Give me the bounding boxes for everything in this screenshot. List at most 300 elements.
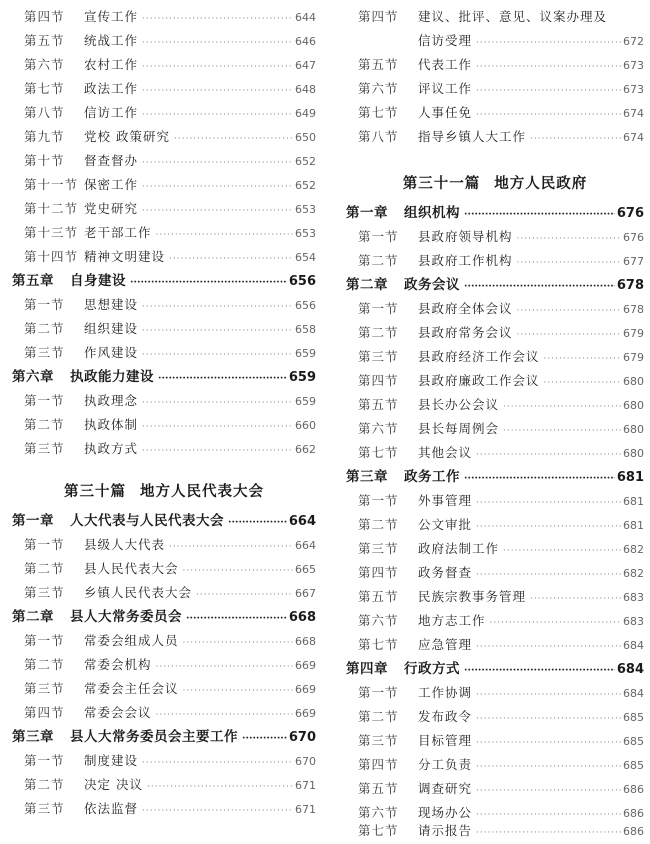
section-number: 第四节 [24,705,65,720]
section-title: 调查研究 [418,781,473,796]
page-number: 677 [623,255,644,268]
section-title-continued: 信访受理 [418,33,473,48]
chapter-number: 第六章 [12,369,54,385]
section-title: 指导乡镇人大工作 [418,129,527,144]
dot-leader [517,324,621,346]
toc-section[interactable] [12,150,316,172]
section-number: 第一节 [24,297,65,312]
page-number: 683 [623,615,644,628]
section-title: 地方志工作 [418,613,486,628]
toc-section[interactable] [346,820,644,842]
section-title: 目标管理 [418,733,473,748]
dot-leader [186,608,287,630]
section-number: 第二节 [358,709,399,724]
dot-leader [503,420,621,442]
page-number: 671 [295,779,316,792]
page-number: 665 [295,563,316,576]
toc-section[interactable] [346,514,644,536]
section-title: 县政府经济工作会议 [418,349,540,364]
page-number: 670 [288,730,316,745]
page-number: 679 [623,327,644,340]
section-number: 第二节 [358,517,399,532]
chapter-number: 第二章 [12,609,54,625]
page-number: 674 [623,131,644,144]
dot-leader [142,104,293,126]
toc-section[interactable] [346,102,644,124]
page-number: 685 [623,735,644,748]
page-number: 662 [295,443,316,456]
section-number: 第七节 [358,445,399,460]
toc-chapter[interactable] [346,466,644,488]
section-number: 第五节 [358,57,399,72]
toc-section[interactable] [346,610,644,632]
section-number: 第三节 [358,733,399,748]
section-number: 第三节 [24,345,65,360]
toc-chapter[interactable] [346,658,644,680]
dot-leader [142,440,293,462]
toc-section[interactable] [12,438,316,460]
section-number: 第三节 [358,349,399,364]
toc-section[interactable] [12,534,316,556]
page-number: 686 [623,807,644,820]
toc-section[interactable] [12,582,316,604]
dot-leader [130,272,287,294]
toc-section[interactable] [346,78,644,100]
page-number: 664 [288,514,316,529]
toc-section[interactable] [346,346,644,368]
toc-section[interactable] [12,318,316,340]
section-number: 第一节 [358,301,399,316]
page-number: 672 [623,35,644,48]
page-number: 678 [623,303,644,316]
section-title: 县政府全体会议 [418,301,513,316]
section-title: 应急管理 [418,637,473,652]
toc-section[interactable] [346,490,644,512]
toc-section[interactable] [346,298,644,320]
page-number: 660 [295,419,316,432]
page-number: 681 [623,519,644,532]
part-number: 第三十一篇 [402,175,481,192]
section-number: 第六节 [358,421,399,436]
page-number: 676 [616,206,644,221]
section-number: 第三节 [24,801,65,816]
toc-section[interactable] [12,6,316,28]
page-number: 668 [295,635,316,648]
page-number: 647 [295,59,316,72]
section-number: 第六节 [358,805,399,820]
section-number: 第七节 [358,637,399,652]
section-title: 公文审批 [418,517,473,532]
section-number: 第三节 [24,585,65,600]
toc-section[interactable] [346,442,644,464]
section-title: 作风建设 [84,345,139,360]
section-number: 第二节 [24,321,65,336]
chapter-number: 第四章 [346,661,388,677]
section-number: 第三节 [24,681,65,696]
section-number: 第六节 [358,81,399,96]
dot-leader [142,200,293,222]
section-number: 第六节 [358,613,399,628]
page-number: 648 [295,83,316,96]
toc-section[interactable] [12,414,316,436]
section-title: 督查督办 [84,153,139,168]
page-number: 671 [295,803,316,816]
toc-section[interactable] [346,394,644,416]
toc-chapter[interactable] [346,202,644,224]
section-title: 农村工作 [84,57,139,72]
dot-leader [142,392,293,414]
dot-leader [158,368,287,390]
page-number: 669 [295,659,316,672]
toc-section-continuation[interactable] [346,30,644,52]
toc-section[interactable] [12,774,316,796]
section-title: 县政府廉政工作会议 [418,373,540,388]
dot-leader [476,756,621,778]
dot-leader [544,372,621,394]
section-title: 县政府工作机构 [418,253,513,268]
dot-leader [156,656,293,678]
dot-leader [142,800,293,822]
section-title: 执政体制 [84,417,139,432]
page-number: 659 [295,395,316,408]
section-title: 发布政令 [418,709,473,724]
toc-section[interactable] [12,558,316,580]
dot-leader [530,128,621,150]
dot-leader [476,822,621,844]
dot-leader [476,104,621,126]
dot-leader [147,776,293,798]
chapter-title: 县人大常务委员会主要工作 [70,729,238,745]
section-title: 执政理念 [84,393,139,408]
dot-leader [183,560,293,582]
section-title: 县长办公会议 [418,397,500,412]
section-number: 第二节 [358,253,399,268]
dot-leader [476,492,621,514]
chapter-title: 政务工作 [404,469,460,485]
toc-section[interactable] [346,418,644,440]
section-title: 工作协调 [418,685,473,700]
page-number: 659 [288,370,316,385]
page-number: 670 [295,755,316,768]
dot-leader [517,252,621,274]
page-number: 680 [623,447,644,460]
dot-leader [476,516,621,538]
toc-section[interactable] [346,226,644,248]
dot-leader [242,728,287,750]
toc-section[interactable] [12,798,316,820]
section-title: 县政府常务会议 [418,325,513,340]
dot-leader [142,752,293,774]
dot-leader [517,228,621,250]
toc-section[interactable] [12,174,316,196]
section-number: 第一节 [358,493,399,508]
toc-chapter[interactable] [12,510,316,532]
section-title: 县人民代表大会 [84,561,179,576]
dot-leader [142,56,293,78]
section-number: 第五节 [24,33,65,48]
dot-leader [464,660,615,682]
section-title: 思想建设 [84,297,139,312]
section-number: 第八节 [358,129,399,144]
dot-leader [476,80,621,102]
toc-section[interactable] [346,754,644,776]
dot-leader [476,636,621,658]
page-number: 686 [623,825,644,838]
toc-section[interactable] [346,6,644,28]
page-number: 646 [295,35,316,48]
part-title: 地方人民政府 [494,175,588,192]
section-title: 常委会会议 [84,705,152,720]
toc-section[interactable] [346,706,644,728]
section-number: 第二节 [24,561,65,576]
page-number: 679 [623,351,644,364]
chapter-number: 第一章 [346,205,388,221]
page-number: 682 [623,543,644,556]
toc-section[interactable] [12,102,316,124]
page-number: 685 [623,759,644,772]
section-title: 政务督查 [418,565,473,580]
chapter-number: 第五章 [12,273,54,289]
dot-leader [530,588,621,610]
part-heading[interactable] [12,480,316,504]
section-title: 政法工作 [84,81,139,96]
dot-leader [156,224,293,246]
section-number: 第四节 [358,757,399,772]
page-number: 684 [616,662,644,677]
dot-leader [476,564,621,586]
toc-section[interactable] [346,370,644,392]
page-number: 673 [623,83,644,96]
page-number: 653 [295,203,316,216]
section-title: 执政方式 [84,441,139,456]
toc-section[interactable] [12,246,316,268]
dot-leader [142,8,293,30]
page-number: 669 [295,683,316,696]
section-title: 县长每周例会 [418,421,500,436]
section-number: 第二节 [24,657,65,672]
dot-leader [464,468,615,490]
dot-leader [503,396,621,418]
section-number: 第十二节 [24,201,79,216]
dot-leader [476,32,621,54]
toc-chapter[interactable] [346,274,644,296]
toc-section[interactable] [346,730,644,752]
section-number: 第六节 [24,57,65,72]
section-title: 县政府领导机构 [418,229,513,244]
section-title: 制度建设 [84,753,139,768]
section-title: 乡镇人民代表大会 [84,585,193,600]
toc-section[interactable] [12,198,316,220]
section-number: 第一节 [24,393,65,408]
section-title: 民族宗教事务管理 [418,589,527,604]
section-title: 常委会机构 [84,657,152,672]
dot-leader [169,536,293,558]
dot-leader [142,320,293,342]
section-title: 现场办公 [418,805,473,820]
section-number: 第一节 [24,633,65,648]
toc-section[interactable] [12,750,316,772]
page-number: 654 [295,251,316,264]
chapter-title: 执政能力建设 [70,369,154,385]
section-number: 第十四节 [24,249,79,264]
dot-leader [142,176,293,198]
dot-leader [142,152,293,174]
toc-chapter[interactable] [12,606,316,628]
toc-section[interactable] [346,682,644,704]
toc-section[interactable] [12,126,316,148]
toc-section[interactable] [346,562,644,584]
section-title: 宣传工作 [84,9,139,24]
toc-section[interactable] [346,778,644,800]
section-title: 请示报告 [418,823,473,838]
page-number: 680 [623,423,644,436]
chapter-title: 政务会议 [404,277,460,293]
section-number: 第十节 [24,153,65,168]
section-title: 信访工作 [84,105,139,120]
page-number: 676 [623,231,644,244]
dot-leader [174,128,293,150]
section-number: 第七节 [24,81,65,96]
section-title: 常委会主任会议 [84,681,179,696]
section-title: 代表工作 [418,57,473,72]
section-number: 第三节 [358,541,399,556]
dot-leader [142,80,293,102]
section-number: 第七节 [358,105,399,120]
section-number: 第四节 [358,565,399,580]
page-number: 686 [623,783,644,796]
dot-leader [169,248,293,270]
dot-leader [476,444,621,466]
dot-leader [142,296,293,318]
toc-section[interactable] [12,654,316,676]
section-title: 依法监督 [84,801,139,816]
section-title: 外事管理 [418,493,473,508]
page-number: 652 [295,179,316,192]
toc-section[interactable] [346,322,644,344]
section-title: 保密工作 [84,177,139,192]
section-number: 第五节 [358,781,399,796]
toc-section[interactable] [12,30,316,52]
section-title: 党校 政策研究 [84,129,170,144]
toc-chapter[interactable] [12,366,316,388]
section-title: 精神文明建设 [84,249,166,264]
dot-leader [476,780,621,802]
toc-section[interactable] [12,342,316,364]
section-number: 第一节 [358,685,399,700]
dot-leader [196,584,293,606]
toc-chapter[interactable] [12,270,316,292]
chapter-number: 第三章 [346,469,388,485]
chapter-title: 县人大常务委员会 [70,609,182,625]
section-number: 第九节 [24,129,65,144]
toc-section[interactable] [346,54,644,76]
dot-leader [156,704,293,726]
section-number: 第五节 [358,397,399,412]
toc-section[interactable] [12,702,316,724]
toc-chapter[interactable] [12,726,316,748]
page-number: 652 [295,155,316,168]
dot-leader [517,300,621,322]
section-title: 组织建设 [84,321,139,336]
part-number: 第三十篇 [64,483,126,500]
dot-leader [544,348,621,370]
toc-section[interactable] [346,126,644,148]
page-number: 669 [295,707,316,720]
section-number: 第二节 [358,325,399,340]
page-number: 674 [623,107,644,120]
section-number: 第十三节 [24,225,79,240]
page-number: 681 [616,470,644,485]
section-title: 决定 决议 [84,777,143,792]
page-number: 684 [623,639,644,652]
dot-leader [183,680,293,702]
toc-section[interactable] [12,54,316,76]
toc-section[interactable] [346,250,644,272]
dot-leader [503,540,621,562]
toc-section[interactable] [12,222,316,244]
dot-leader [464,204,615,226]
chapter-title: 人大代表与人民代表大会 [70,513,224,529]
page-number: 656 [295,299,316,312]
section-number: 第一节 [24,753,65,768]
section-title: 常委会组成人员 [84,633,179,648]
page-number: 678 [616,278,644,293]
page-number: 680 [623,399,644,412]
dot-leader [142,416,293,438]
chapter-title: 组织机构 [404,205,460,221]
toc-section[interactable] [346,538,644,560]
toc-section[interactable] [12,78,316,100]
dot-leader [476,732,621,754]
section-number: 第五节 [358,589,399,604]
page-number: 682 [623,567,644,580]
dot-leader [183,632,293,654]
section-number: 第三节 [24,441,65,456]
dot-leader [490,612,621,634]
toc-section[interactable] [346,586,644,608]
section-title: 分工负责 [418,757,473,772]
toc-section[interactable] [346,634,644,656]
dot-leader [476,708,621,730]
chapter-title: 行政方式 [404,661,460,677]
page-number: 684 [623,687,644,700]
section-title: 党史研究 [84,201,139,216]
dot-leader [142,344,293,366]
section-number: 第四节 [24,9,65,24]
page-number: 653 [295,227,316,240]
dot-leader [142,32,293,54]
page-number: 658 [295,323,316,336]
dot-leader [476,56,621,78]
toc-section[interactable] [12,630,316,652]
section-number: 第四节 [358,9,399,24]
toc-section[interactable] [12,678,316,700]
dot-leader [476,684,621,706]
toc-section[interactable] [12,294,316,316]
dot-leader [228,512,287,534]
page-number: 659 [295,347,316,360]
toc-section[interactable] [12,390,316,412]
part-heading[interactable] [346,172,644,196]
page-number: 649 [295,107,316,120]
section-title: 县级人大代表 [84,537,166,552]
section-number: 第四节 [358,373,399,388]
section-title: 老干部工作 [84,225,152,240]
section-title: 评议工作 [418,81,473,96]
section-number: 第二节 [24,777,65,792]
section-title: 建议、批评、意见、议案办理及 [418,9,608,24]
page-number: 664 [295,539,316,552]
